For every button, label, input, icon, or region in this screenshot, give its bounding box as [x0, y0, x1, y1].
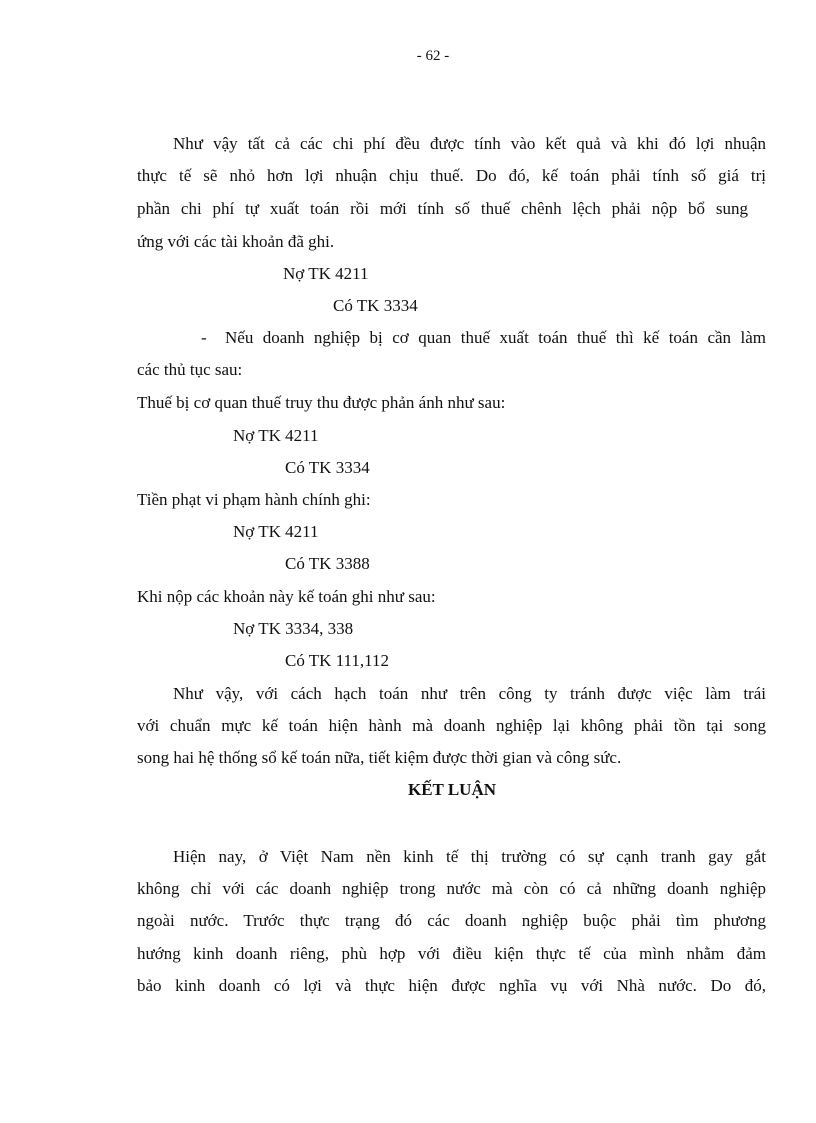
entry-4-debit: Nợ TK 3334, 338	[233, 619, 354, 638]
entry-1-credit: Có TK 3334	[333, 296, 418, 315]
paragraph-3-line-2: không chỉ với các doanh nghiệp trong nước mà còn có cả những doanh nghiệp	[137, 879, 766, 898]
entry-3-debit: Nợ TK 4211	[233, 522, 319, 541]
intro-4: Khi nộp các khoản này kế toán ghi như sau:	[137, 587, 436, 606]
entry-2-debit: Nợ TK 4211	[233, 426, 319, 445]
paragraph-1-line-2: thực tế sẽ nhỏ hơn lợi nhuận chịu thuế. Do đó, kế toán phải tính số giá trị	[137, 166, 766, 185]
conclusion-heading: KẾT LUẬN	[407, 780, 496, 799]
entry-3-credit: Có TK 3388	[285, 554, 370, 573]
paragraph-2-line-2: với chuẩn mực kế toán hiện hành mà doanh nghiệp lại không phải tồn tại song	[137, 716, 766, 735]
paragraph-3-line-1: Hiện nay, ở Việt Nam nền kinh tế thị trường có sự cạnh tranh gay gắt	[173, 847, 766, 866]
paragraph-1-line-3: phần chi phí tự xuất toán rồi mới tính số thuế chênh lệch phải nộp bổ sung	[137, 199, 748, 218]
bullet-line-2: các thủ tục sau:	[137, 360, 243, 379]
paragraph-3-line-3: ngoài nước. Trước thực trạng đó các doanh nghiệp buộc phải tìm phương	[137, 911, 766, 930]
paragraph-1-line-4: ứng với các tài khoản đã ghi.	[137, 232, 335, 251]
bullet-marker: -	[201, 328, 207, 347]
entry-4-credit: Có TK 111,112	[285, 651, 390, 670]
paragraph-3-line-4: hướng kinh doanh riêng, phù hợp với điều kiện thực tế của mình nhằm đảm	[137, 944, 766, 963]
intro-2: Thuế bị cơ quan thuế truy thu được phản ánh như sau:	[137, 393, 506, 412]
bullet-line-1: Nếu doanh nghiệp bị cơ quan thuế xuất toán thuế thì kế toán cần làm	[225, 328, 766, 347]
entry-1-debit: Nợ TK 4211	[283, 264, 369, 283]
paragraph-3-line-5: bảo kinh doanh có lợi và thực hiện được nghĩa vụ với Nhà nước. Do đó,	[137, 976, 766, 995]
entry-2-credit: Có TK 3334	[285, 458, 370, 477]
paragraph-2-line-1: Như vậy, với cách hạch toán như trên công ty tránh được việc làm trái	[173, 684, 766, 703]
page-number: - 62 -	[416, 48, 450, 64]
intro-3: Tiền phạt vi phạm hành chính ghi:	[137, 490, 371, 509]
paragraph-1-line-1: Như vậy tất cả các chi phí đều được tính vào kết quả và khi đó lợi nhuận	[173, 134, 766, 153]
paragraph-2-line-3: song hai hệ thống sổ kế toán nữa, tiết kiệm được thời gian và công sức.	[137, 748, 622, 767]
